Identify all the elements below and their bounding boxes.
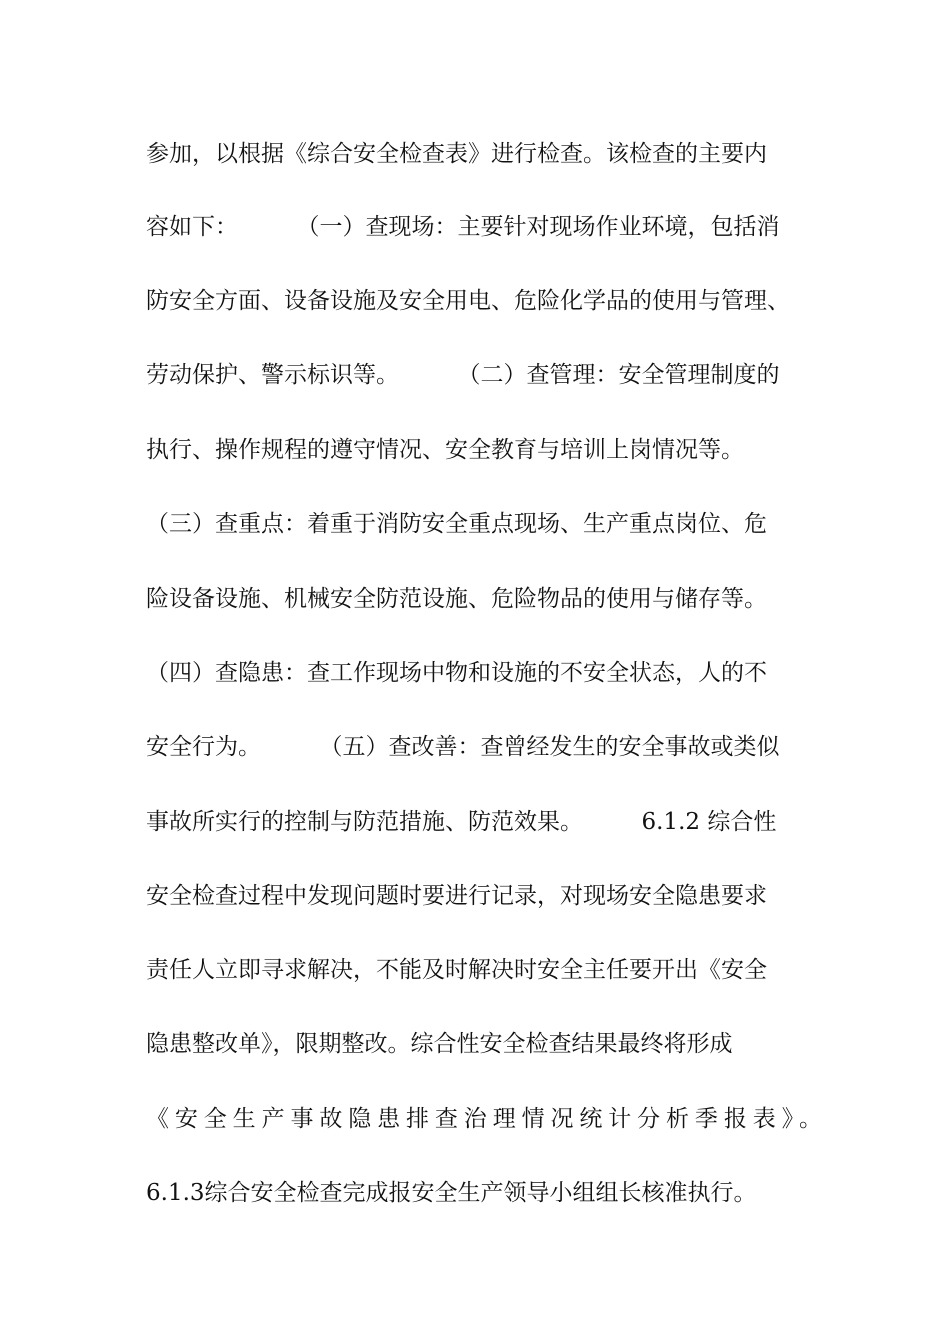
paragraph-line-12: 责任人立即寻求解决，不能及时解决时安全主任要开出《安全 [146,957,767,983]
paragraph-line-4: 劳动保护、警示标识等。 （二）查管理：安全管理制度的 [146,362,780,388]
paragraph-line-15: 6.1.3综合安全检查完成报安全生产领导小组组长核准执行。 [146,1180,757,1206]
paragraph-line-10: 事故所实行的控制与防范措施、防范效果。 6.1.2 综合性 [146,809,777,835]
paragraph-line-6: （三）查重点：着重于消防安全重点现场、生产重点岗位、危 [146,511,767,537]
paragraph-line-1: 参加，以根据《综合安全检查表》进行检查。该检查的主要内 [146,141,767,167]
paragraph-line-14: 《安全生产事故隐患排查治理情况统计分析季报表》。 [146,1106,826,1132]
paragraph-line-13: 隐患整改单》，限期整改。综合性安全检查结果最终将形成 [146,1031,733,1057]
paragraph-line-9: 安全行为。 （五）查改善：查曾经发生的安全事故或类似 [146,734,780,760]
paragraph-line-11: 安全检查过程中发现问题时要进行记录，对现场安全隐患要求 [146,883,767,909]
paragraph-line-7: 险设备设施、机械安全防范设施、危险物品的使用与储存等。 [146,586,767,612]
paragraph-line-2: 容如下： （一）查现场：主要针对现场作业环境，包括消 [146,214,780,240]
paragraph-line-3: 防安全方面、设备设施及安全用电、危险化学品的使用与管理、 [146,288,790,314]
paragraph-line-5: 执行、操作规程的遵守情况、安全教育与培训上岗情况等。 [146,437,744,463]
paragraph-line-8: （四）查隐患：查工作现场中物和设施的不安全状态，人的不 [146,660,767,686]
